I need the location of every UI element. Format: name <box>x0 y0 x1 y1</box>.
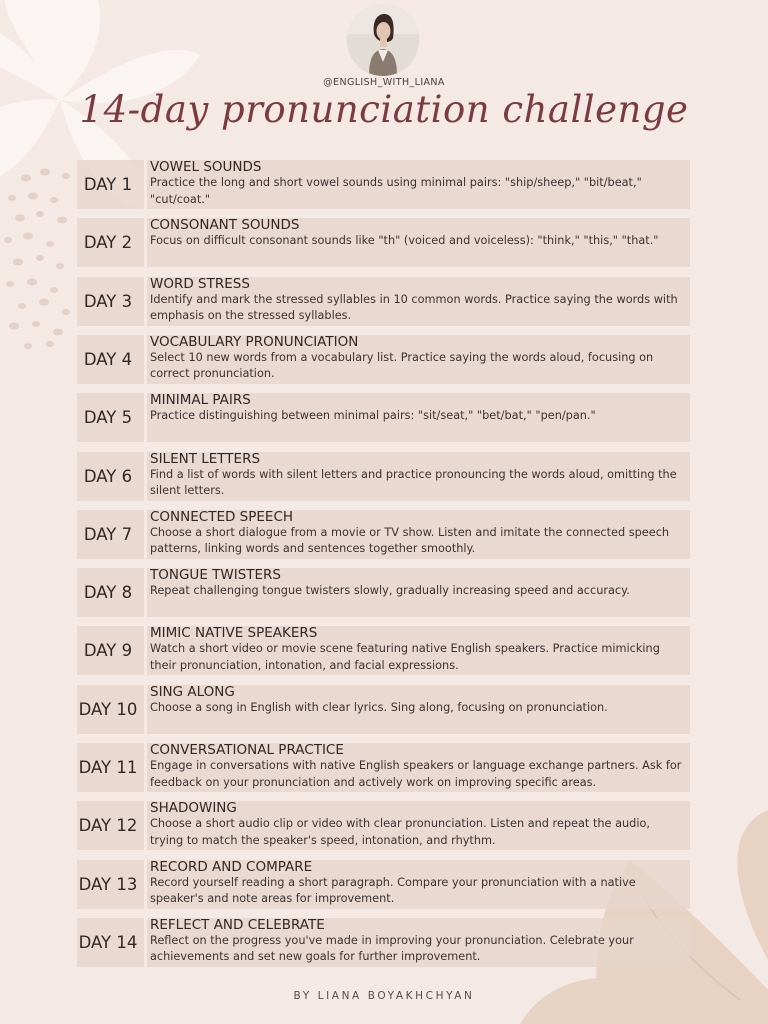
divider <box>144 393 147 442</box>
day-label: DAY 11 <box>78 758 138 777</box>
divider <box>144 685 147 734</box>
day-label: DAY 10 <box>78 699 138 719</box>
day-title: WORD STRESS <box>150 275 250 292</box>
day-description: Record yourself reading a short paragraph. Compare your pronunciation with a native speaker's and note areas for improvement. <box>150 875 636 906</box>
day-row <box>77 568 690 617</box>
day-row <box>77 160 690 209</box>
day-description: Choose a short audio clip or video with clear pronunciation. Listen and repeat the audio, trying to match the speaker's speed, intonation, and rhythm. <box>150 817 650 847</box>
day-title: CONNECTED SPEECH <box>150 508 294 525</box>
day-description: Practice distinguishing between minimal pairs: "sit/seat," "bet/bat," "pen/pan." <box>150 409 596 423</box>
day-description: Practice the long and short vowel sounds using minimal pairs: "ship/sheep," "bit/beat," "cut/coat." <box>150 176 642 206</box>
day-title: REFLECT AND CELEBRATE <box>150 916 325 933</box>
day-row <box>77 218 690 267</box>
divider <box>144 510 147 559</box>
day-label: DAY 7 <box>83 524 133 544</box>
divider <box>144 218 147 267</box>
day-description: Repeat challenging tongue twisters slowly, gradually increasing speed and accuracy. <box>150 584 630 598</box>
day-row <box>77 626 690 675</box>
day-row <box>77 918 690 967</box>
day-description: Choose a song in English with clear lyrics. Sing along, focusing on pronunciation. <box>150 700 608 714</box>
day-title: MIMIC NATIVE SPEAKERS <box>150 625 318 642</box>
day-title: SING ALONG <box>150 683 235 700</box>
day-row <box>77 452 690 501</box>
divider <box>144 860 147 909</box>
social-handle: @ENGLISH_WITH_LIANA <box>323 77 445 88</box>
day-label: DAY 3 <box>83 291 133 311</box>
day-row <box>77 393 690 442</box>
person-portrait-icon <box>347 4 419 76</box>
divider <box>144 918 147 967</box>
page-title: 14-day pronunciation challenge <box>79 88 689 131</box>
day-title: VOWEL SOUNDS <box>150 159 262 175</box>
day-description: Select 10 new words from a vocabulary list. Practice saying the words aloud, focusing on correct pronunciation. <box>150 350 654 381</box>
day-description: Engage in conversations with native English speakers or language exchange partners. Ask for feedback on your pronunciation and actively work on improving specific areas. <box>150 759 682 789</box>
divider <box>144 452 147 501</box>
day-label: DAY 9 <box>83 641 133 661</box>
day-label: DAY 6 <box>83 466 133 486</box>
day-row <box>77 860 690 909</box>
day-description: Watch a short video or movie scene featuring native English speakers. Practice mimicking their pronunciation, intonation, and facial expressions. <box>150 642 660 672</box>
author-avatar <box>347 4 419 76</box>
dots-decoration <box>4 169 70 350</box>
day-label: DAY 8 <box>83 583 133 603</box>
day-label: DAY 5 <box>83 408 133 428</box>
day-description: Reflect on the progress you've made in improving your pronunciation. Celebrate your achievements and set new goals for further improvement. <box>150 933 634 964</box>
day-title: SILENT LETTERS <box>150 450 261 467</box>
divider <box>144 277 147 326</box>
day-description: Choose a short dialogue from a movie or TV show. Listen and imitate the connected speech patterns, linking words and sentences together smoothly. <box>150 525 670 556</box>
author-credit: BY LIANA BOYAKHCHYAN <box>293 990 475 1002</box>
day-title: MINIMAL PAIRS <box>150 392 251 409</box>
divider <box>144 160 147 209</box>
day-label: DAY 13 <box>78 874 138 894</box>
day-title: TONGUE TWISTERS <box>150 567 282 584</box>
divider <box>144 743 147 792</box>
day-label: DAY 2 <box>83 233 133 253</box>
day-label: DAY 4 <box>83 349 133 369</box>
day-title: CONVERSATIONAL PRACTICE <box>150 742 344 758</box>
day-row <box>77 277 690 326</box>
day-row <box>77 801 690 850</box>
day-title: RECORD AND COMPARE <box>150 858 313 875</box>
divider <box>144 626 147 675</box>
day-description: Identify and mark the stressed syllables in 10 common words. Practice saying the words with emphasis on the stressed syllables. <box>150 292 678 323</box>
day-description: Focus on difficult consonant sounds like "th" (voiced and voiceless): "think," "this," "that." <box>150 234 659 248</box>
day-label: DAY 14 <box>78 932 138 952</box>
day-label: DAY 12 <box>78 816 138 836</box>
day-description: Find a list of words with silent letters and practice pronouncing the words aloud, omitting the silent letters. <box>150 467 677 497</box>
divider <box>144 801 147 850</box>
day-title: CONSONANT SOUNDS <box>150 217 300 234</box>
day-title: VOCABULARY PRONUNCIATION <box>150 333 359 350</box>
day-row <box>77 743 690 792</box>
day-title: SHADOWING <box>150 800 237 817</box>
divider <box>144 335 147 384</box>
day-row <box>77 510 690 559</box>
divider <box>144 568 147 617</box>
day-row <box>77 335 690 384</box>
day-row <box>77 685 690 734</box>
day-label: DAY 1 <box>83 175 133 194</box>
